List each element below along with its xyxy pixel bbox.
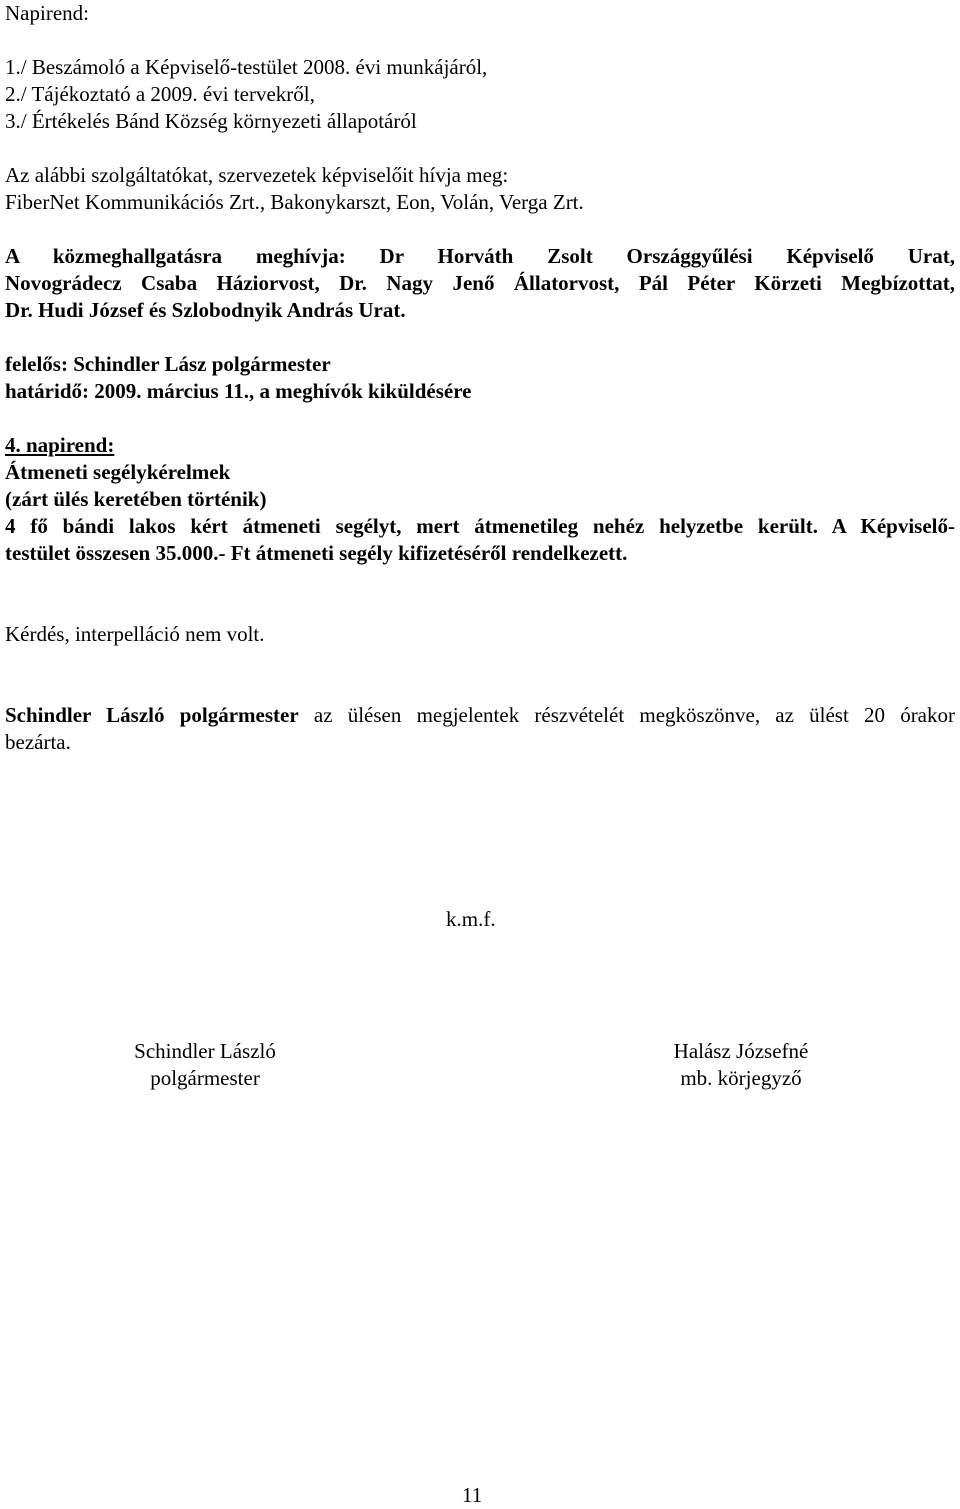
responsible-line: felelős: Schindler Lász polgármester (5, 352, 331, 376)
signature-right-name: Halász Józsefné (673, 1039, 809, 1063)
deadline-line: határidő: 2009. március 11., a meghívók kiküldésére (5, 379, 472, 403)
agenda-item-1: 1./ Beszámoló a Képviselő-testület 2008. évi munkájáról, (5, 55, 488, 79)
item4-text-line-1: 4 fő bándi lakos kért átmeneti segélyt, mert átmenetileg nehéz helyzetbe került. A Képviselő- (5, 514, 955, 538)
agenda-heading: Napirend: (5, 1, 89, 25)
signature-right-title: mb. körjegyző (680, 1066, 802, 1090)
item4-title: Átmeneti segélykérelmek (5, 460, 231, 484)
signature-left-title: polgármester (150, 1066, 260, 1090)
signature-left-name: Schindler László (134, 1039, 276, 1063)
public-hearing-line-2: Novográdecz Csaba Háziorvost, Dr. Nagy Jenő Állatorvost, Pál Péter Körzeti Megbízottat, (5, 271, 955, 295)
closing-line-1 (5, 702, 955, 729)
closing-name: Schindler László polgármester (5, 703, 299, 727)
closing-text: az ülésen megjelentek részvételét megköszönve, az ülést 20 órakor (298, 703, 956, 727)
invite-line-2: FiberNet Kommunikációs Zrt., Bakonykarszt, Eon, Volán, Verga Zrt. (5, 190, 584, 214)
public-hearing-line-1: A közmeghallgatásra meghívja: Dr Horváth Zsolt Országgyűlési Képviselő Urat, (5, 244, 955, 268)
questions-text: Kérdés, interpelláció nem volt. (5, 622, 265, 646)
item4-heading: 4. napirend: (5, 433, 115, 457)
item4-note: (zárt ülés keretében történik) (5, 487, 267, 511)
agenda-item-2: 2./ Tájékoztató a 2009. évi tervekről, (5, 82, 315, 106)
page-number: 11 (462, 1483, 483, 1507)
closing-line-2: bezárta. (5, 730, 71, 754)
signature-left (95, 1038, 315, 1092)
kmf-text: k.m.f. (446, 907, 496, 931)
invite-line-1: Az alábbi szolgáltatókat, szervezetek képviselőit hívja meg: (5, 163, 509, 187)
signature-right (631, 1038, 851, 1092)
item4-text-line-2: testület összesen 35.000.- Ft átmeneti segély kifizetéséről rendelkezett. (5, 541, 628, 565)
agenda-item-3: 3./ Értékelés Bánd Község környezeti állapotáról (5, 109, 417, 133)
public-hearing-line-3: Dr. Hudi József és Szlobodnyik András Urat. (5, 298, 406, 322)
